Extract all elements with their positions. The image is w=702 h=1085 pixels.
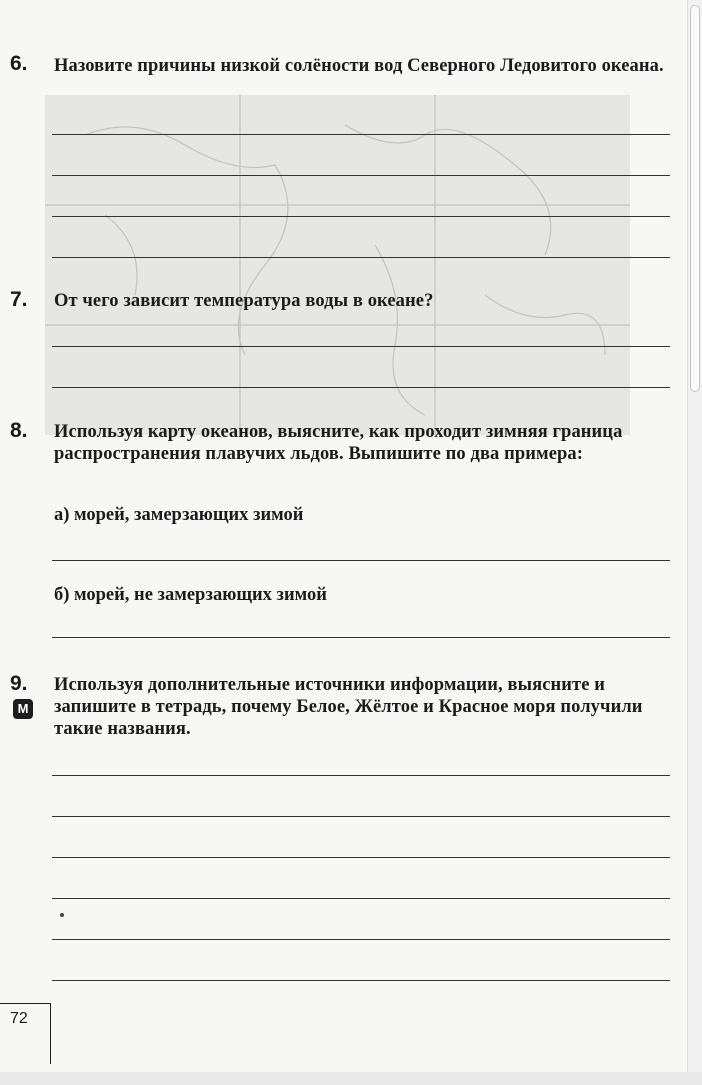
- answer-line[interactable]: [52, 257, 670, 258]
- answer-line[interactable]: [52, 175, 670, 176]
- ink-dot: [60, 913, 64, 917]
- answer-line[interactable]: [52, 134, 670, 135]
- answer-line[interactable]: [52, 898, 670, 899]
- question-8-number: 8.: [10, 419, 28, 442]
- question-8-text: Используя карту океанов, выясните, как проходит зимняя граница распространения плавучих льдов. Выпишите по два примера:: [54, 422, 623, 464]
- answer-line[interactable]: [52, 816, 670, 817]
- question-9-text: Используя дополнительные источники информации, выясните и запишите в тетрадь, почему Белое, Жёлтое и Красное моря получили такие названия.: [54, 675, 643, 739]
- answer-line[interactable]: [52, 857, 670, 858]
- question-7-number: 7.: [10, 288, 28, 311]
- answer-line[interactable]: [52, 637, 670, 638]
- answer-line[interactable]: [52, 775, 670, 776]
- m-badge-icon: М: [13, 699, 33, 719]
- question-7-text: От чего зависит температура воды в океане?: [54, 291, 434, 311]
- question-8-sub-b: б) морей, не замерзающих зимой: [54, 585, 327, 605]
- world-map-ghost-icon: [45, 95, 630, 435]
- answer-line[interactable]: [52, 980, 670, 981]
- answer-line[interactable]: [52, 387, 670, 388]
- question-8-sub-a: а) морей, замерзающих зимой: [54, 505, 304, 525]
- page-number: 72: [10, 1010, 28, 1027]
- side-scrollbar[interactable]: [687, 0, 702, 1072]
- question-9-number: 9.: [10, 672, 28, 695]
- scrollbar-thumb[interactable]: [690, 5, 700, 392]
- question-6-text: Назовите причины низкой солёности вод Северного Ледовитого океана.: [54, 56, 664, 76]
- answer-line[interactable]: [52, 346, 670, 347]
- question-6-number: 6.: [10, 52, 28, 75]
- answer-line[interactable]: [52, 560, 670, 561]
- bleed-through-map: [45, 95, 630, 435]
- answer-line[interactable]: [52, 939, 670, 940]
- answer-line[interactable]: [52, 216, 670, 217]
